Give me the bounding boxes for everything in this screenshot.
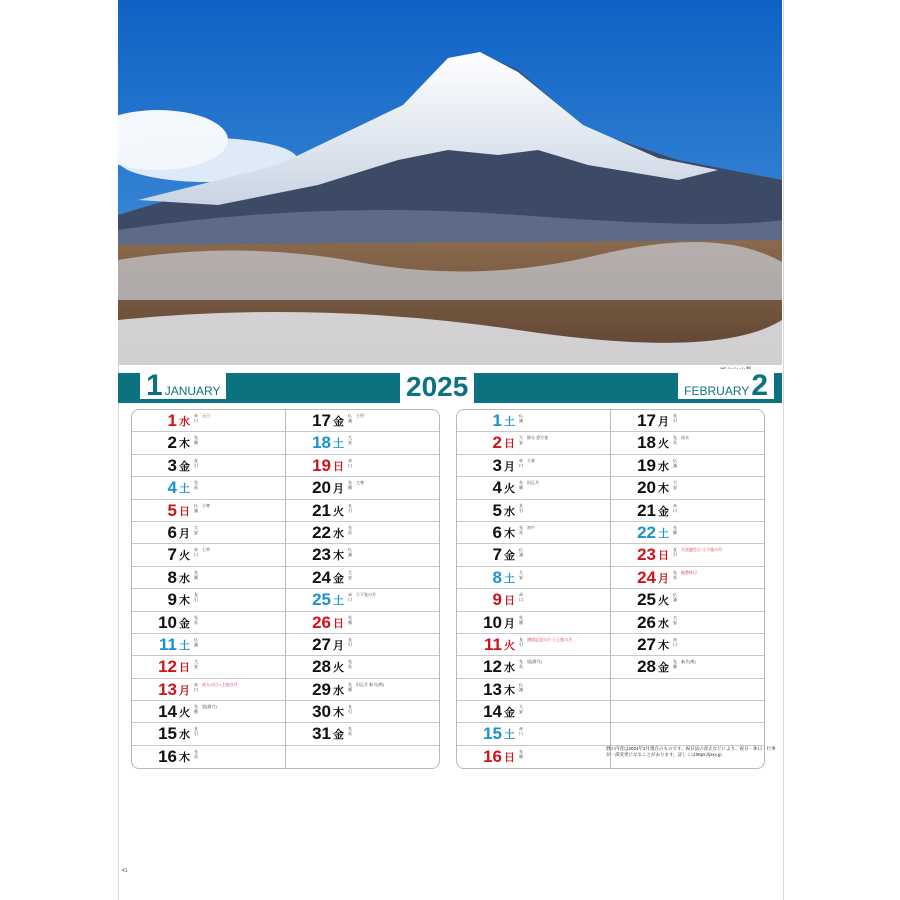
weekday: 木 [179, 751, 190, 764]
rokuyo: 仏滅 [194, 636, 198, 647]
weekday: 金 [179, 460, 190, 473]
weekday: 月 [179, 684, 190, 697]
day-row [132, 567, 285, 589]
day-note: 望(満月) [527, 659, 542, 665]
day-number: 10 [483, 612, 502, 632]
weekday: 水 [179, 729, 190, 742]
day-number: 5 [167, 500, 177, 520]
day-row [132, 701, 285, 723]
weekday: 日 [658, 550, 669, 563]
weekday: 土 [658, 527, 669, 540]
page-number: 41 [122, 868, 128, 874]
rokuyo: 大安 [519, 569, 523, 580]
january-grid [131, 409, 440, 769]
weekday: 土 [179, 639, 190, 652]
day-number: 8 [492, 567, 502, 587]
day-row [611, 432, 764, 454]
rokuyo: 友引 [673, 413, 677, 423]
weekday: 水 [333, 527, 344, 540]
weekday: 土 [504, 729, 515, 742]
day-number: 10 [158, 612, 177, 632]
rokuyo: 先負 [519, 524, 523, 535]
weekday: 月 [333, 639, 344, 652]
day-row [132, 432, 285, 454]
weekday: 日 [333, 460, 344, 473]
day-row [611, 522, 764, 544]
day-number: 22 [637, 522, 656, 542]
weekday: 火 [504, 639, 515, 652]
day-row [132, 634, 285, 656]
mount-fuji-photo [118, 0, 782, 365]
day-row [611, 723, 764, 745]
day-row [132, 522, 285, 544]
day-row [286, 634, 439, 656]
day-row [611, 410, 764, 432]
february-grid [456, 409, 765, 769]
weekday: 日 [504, 595, 515, 608]
weekday: 木 [333, 550, 344, 563]
day-row [286, 612, 439, 634]
day-row [286, 410, 439, 432]
day-number: 27 [637, 634, 656, 654]
rokuyo: 友引 [194, 457, 198, 468]
rokuyo: 大安 [519, 704, 523, 715]
day-number: 24 [637, 567, 656, 587]
rokuyo: 赤口 [194, 681, 198, 692]
rokuyo: 友引 [673, 547, 677, 558]
rokuyo: 仏滅 [348, 547, 352, 558]
weekday: 金 [333, 416, 344, 428]
day-row [132, 477, 285, 499]
weekday: 火 [333, 505, 344, 518]
rokuyo: 先勝 [348, 480, 352, 491]
january-number: 1 [146, 369, 163, 402]
day-number: 22 [312, 522, 331, 542]
rokuyo: 先負 [194, 614, 198, 625]
rokuyo: 友引 [519, 636, 523, 647]
rokuyo: 大安 [348, 435, 352, 446]
rokuyo: 先負 [194, 748, 198, 759]
day-row [286, 500, 439, 522]
day-number: 7 [167, 545, 177, 565]
rokuyo: 赤口 [519, 592, 523, 603]
weekday: 金 [658, 662, 669, 675]
rokuyo: 友引 [348, 704, 352, 715]
weekday: 水 [658, 617, 669, 630]
day-row [286, 656, 439, 678]
rokuyo: 赤口 [519, 457, 523, 468]
day-number: 21 [312, 500, 331, 520]
day-row [457, 455, 610, 477]
day-number: 30 [312, 702, 331, 722]
day-row [457, 679, 610, 701]
day-note: 旧正月 新月(朔) [356, 681, 384, 687]
day-note: 天皇誕生日 ①下弦の月 [681, 547, 723, 553]
day-row [457, 723, 610, 745]
day-number: 20 [312, 478, 331, 498]
weekday: 金 [333, 572, 344, 585]
day-row [611, 567, 764, 589]
weekday: 日 [504, 438, 515, 451]
rokuyo: 赤口 [673, 502, 677, 513]
weekday: 日 [179, 505, 190, 518]
weekday: 月 [504, 617, 515, 630]
weekday: 金 [179, 617, 190, 630]
day-number: 29 [312, 679, 331, 699]
rokuyo: 先負 [673, 435, 677, 446]
weekday: 水 [333, 684, 344, 697]
weekday: 月 [658, 416, 669, 428]
day-row [611, 589, 764, 611]
rokuyo: 先勝 [348, 681, 352, 692]
day-row [132, 679, 285, 701]
day-row [286, 544, 439, 566]
day-row [457, 500, 610, 522]
rokuyo: 先負 [194, 480, 198, 491]
day-row [132, 500, 285, 522]
day-row [457, 589, 610, 611]
day-row [611, 612, 764, 634]
day-number: 14 [158, 702, 177, 722]
day-number: 1 [167, 411, 177, 430]
day-number: 4 [492, 478, 502, 498]
weekday: 木 [504, 684, 515, 697]
day-row [286, 522, 439, 544]
rokuyo: 仏滅 [673, 457, 677, 468]
day-number: 26 [312, 612, 331, 632]
weekday: 水 [179, 572, 190, 585]
day-number: 12 [483, 657, 502, 677]
day-row [611, 500, 764, 522]
day-row [611, 477, 764, 499]
day-number: 17 [637, 411, 656, 430]
rokuyo: 仏滅 [348, 413, 352, 423]
weekday: 木 [658, 639, 669, 652]
day-row [286, 455, 439, 477]
day-row [611, 544, 764, 566]
day-note: 新月(朔) [681, 659, 696, 665]
day-number: 25 [637, 590, 656, 610]
weekday: 水 [504, 505, 515, 518]
weekday: 土 [333, 595, 344, 608]
day-row [457, 522, 610, 544]
day-number: 13 [483, 679, 502, 699]
day-number: 16 [158, 746, 177, 766]
day-row [132, 723, 285, 745]
day-number: 4 [167, 478, 177, 498]
day-number: 6 [492, 522, 502, 542]
day-number: 23 [637, 545, 656, 565]
day-row [132, 544, 285, 566]
weekday: 水 [658, 460, 669, 473]
day-number: 18 [637, 433, 656, 453]
rokuyo: 赤口 [194, 413, 198, 423]
day-number: 19 [637, 455, 656, 475]
day-row [132, 410, 285, 432]
weekday: 月 [504, 460, 515, 473]
day-note: ①下弦の月 [356, 592, 376, 598]
day-row [286, 679, 439, 701]
weekday: 木 [658, 483, 669, 496]
weekday: 火 [179, 550, 190, 563]
rokuyo: 大安 [673, 614, 677, 625]
day-number: 12 [158, 657, 177, 677]
day-number: 3 [167, 455, 177, 475]
weekday: 水 [179, 416, 190, 428]
day-row [611, 634, 764, 656]
day-row [611, 701, 764, 723]
weekday: 金 [333, 729, 344, 742]
rokuyo: 先勝 [194, 569, 198, 580]
rokuyo: 赤口 [348, 457, 352, 468]
february-label: FEBRUARY [684, 384, 750, 398]
day-number: 25 [312, 590, 331, 610]
day-note: 大寒 [356, 480, 364, 486]
rokuyo: 仏滅 [194, 502, 198, 513]
day-row [286, 701, 439, 723]
day-number: 21 [637, 500, 656, 520]
rokuyo: 大安 [194, 524, 198, 535]
rokuyo: 先勝 [673, 659, 677, 670]
rokuyo: 友引 [348, 502, 352, 513]
day-row [286, 589, 439, 611]
rokuyo: 大安 [194, 659, 198, 670]
day-number: 13 [158, 679, 177, 699]
day-row [132, 612, 285, 634]
february-column-1 [457, 410, 611, 768]
day-note: 小寒 [202, 502, 210, 508]
rokuyo: 友引 [194, 592, 198, 603]
day-note: 土用 [356, 413, 364, 418]
weekday: 月 [179, 527, 190, 540]
day-number: 20 [637, 478, 656, 498]
day-number: 14 [483, 702, 502, 722]
february-heading [678, 369, 774, 402]
weekday: 火 [333, 662, 344, 675]
day-row [286, 746, 439, 768]
day-row [457, 656, 610, 678]
rokuyo: 仏滅 [519, 547, 523, 558]
day-number: 11 [484, 634, 502, 654]
weekday: 火 [179, 707, 190, 720]
day-note: 初午 [527, 524, 535, 530]
day-row [457, 410, 610, 432]
day-note: 雨水 [681, 435, 689, 441]
day-number: 8 [167, 567, 177, 587]
day-row [132, 455, 285, 477]
day-row [132, 656, 285, 678]
rokuyo: 赤口 [519, 726, 523, 737]
rokuyo: 先勝 [519, 614, 523, 625]
rokuyo: 大安 [519, 435, 523, 446]
day-number: 9 [492, 590, 502, 610]
day-number: 24 [312, 567, 331, 587]
rokuyo: 赤口 [673, 636, 677, 647]
day-number: 3 [492, 455, 502, 475]
weekday: 木 [333, 707, 344, 720]
rokuyo: 赤口 [348, 592, 352, 603]
day-row [286, 477, 439, 499]
january-label: JANUARY [164, 384, 221, 398]
day-number: 7 [492, 545, 502, 565]
rokuyo: 仏滅 [519, 681, 523, 692]
day-note: 望(満月) [202, 704, 217, 710]
day-row [132, 746, 285, 768]
day-row [457, 477, 610, 499]
day-row [457, 544, 610, 566]
day-number: 5 [492, 500, 502, 520]
rokuyo: 友引 [519, 502, 523, 513]
rokuyo: 大安 [348, 569, 352, 580]
rokuyo: 友引 [348, 636, 352, 647]
day-number: 16 [483, 746, 502, 766]
january-heading [140, 369, 226, 402]
weekday: 日 [333, 617, 344, 630]
day-number: 11 [159, 634, 177, 654]
weekday: 金 [504, 550, 515, 563]
day-number: 9 [167, 590, 177, 610]
weekday: 土 [504, 416, 515, 428]
rokuyo: 先負 [348, 524, 352, 535]
day-row [457, 432, 610, 454]
day-row [457, 567, 610, 589]
weekday: 日 [179, 662, 190, 675]
weekday: 日 [504, 751, 515, 764]
rokuyo: 先勝 [519, 480, 523, 491]
day-row [457, 612, 610, 634]
weekday: 火 [658, 595, 669, 608]
february-column-2 [611, 410, 764, 768]
calendar-footnote: 暦の内容は2024年2月現在のものです。祝日法の改正などにより、祝日・休日・行事が一部変更になることがあります。詳しくはhttps://jxxx.jp [606, 746, 776, 757]
day-number: 1 [492, 411, 502, 430]
weekday: 火 [504, 483, 515, 496]
weekday: 月 [333, 483, 344, 496]
day-number: 28 [312, 657, 331, 677]
day-number: 18 [312, 433, 331, 453]
day-row [286, 723, 439, 745]
rokuyo: 先勝 [194, 435, 198, 446]
day-row [457, 746, 610, 768]
rokuyo: 仏滅 [673, 592, 677, 603]
weekday: 土 [179, 483, 190, 496]
february-number: 2 [751, 369, 768, 402]
weekday: 木 [179, 438, 190, 451]
rokuyo: 先勝 [194, 704, 198, 715]
rokuyo: 先負 [673, 569, 677, 580]
weekday: 木 [504, 527, 515, 540]
year-title: 2025 [400, 371, 474, 403]
rokuyo: 先勝 [673, 524, 677, 535]
rokuyo: 先負 [348, 659, 352, 670]
day-number: 23 [312, 545, 331, 565]
day-number: 19 [312, 455, 331, 475]
weekday: 金 [504, 707, 515, 720]
day-row [132, 589, 285, 611]
day-number: 31 [312, 724, 331, 744]
day-number: 15 [483, 724, 502, 744]
weekday: 火 [658, 438, 669, 451]
day-note: 建国記念の日 ①上弦の月 [527, 636, 573, 642]
rokuyo: 大安 [673, 480, 677, 491]
day-row [286, 567, 439, 589]
rokuyo: 先勝 [519, 748, 523, 759]
weekday: 土 [504, 572, 515, 585]
day-number: 6 [167, 522, 177, 542]
weekday: 土 [333, 438, 344, 451]
day-number: 26 [637, 612, 656, 632]
day-row [286, 432, 439, 454]
weekday: 月 [658, 572, 669, 585]
rokuyo: 先負 [348, 726, 352, 737]
january-column-2 [286, 410, 439, 768]
day-note: 旧正月 [527, 480, 539, 486]
day-row [611, 455, 764, 477]
rokuyo: 友引 [194, 726, 198, 737]
day-note: 振替休日 [681, 569, 697, 575]
day-note: 成人の日 ○上弦の月 [202, 681, 238, 687]
rokuyo: 仏滅 [519, 413, 523, 423]
day-number: 15 [158, 724, 177, 744]
weekday: 水 [504, 662, 515, 675]
day-number: 17 [312, 411, 331, 430]
day-row [457, 634, 610, 656]
day-number: 2 [167, 433, 177, 453]
day-row [611, 679, 764, 701]
rokuyo: 赤口 [194, 547, 198, 558]
rokuyo: 先勝 [348, 614, 352, 625]
rokuyo: 先負 [519, 659, 523, 670]
january-column-1 [132, 410, 286, 768]
day-note: 七草 [202, 547, 210, 553]
day-number: 27 [312, 634, 331, 654]
day-row [611, 656, 764, 678]
day-number: 2 [492, 433, 502, 453]
weekday: 木 [179, 595, 190, 608]
day-number: 28 [637, 657, 656, 677]
weekday: 金 [658, 505, 669, 518]
day-note: 立春 [527, 457, 535, 463]
day-note: 節分 恵方巻 [527, 435, 549, 441]
day-note: 元日 [202, 413, 210, 418]
day-row [457, 701, 610, 723]
